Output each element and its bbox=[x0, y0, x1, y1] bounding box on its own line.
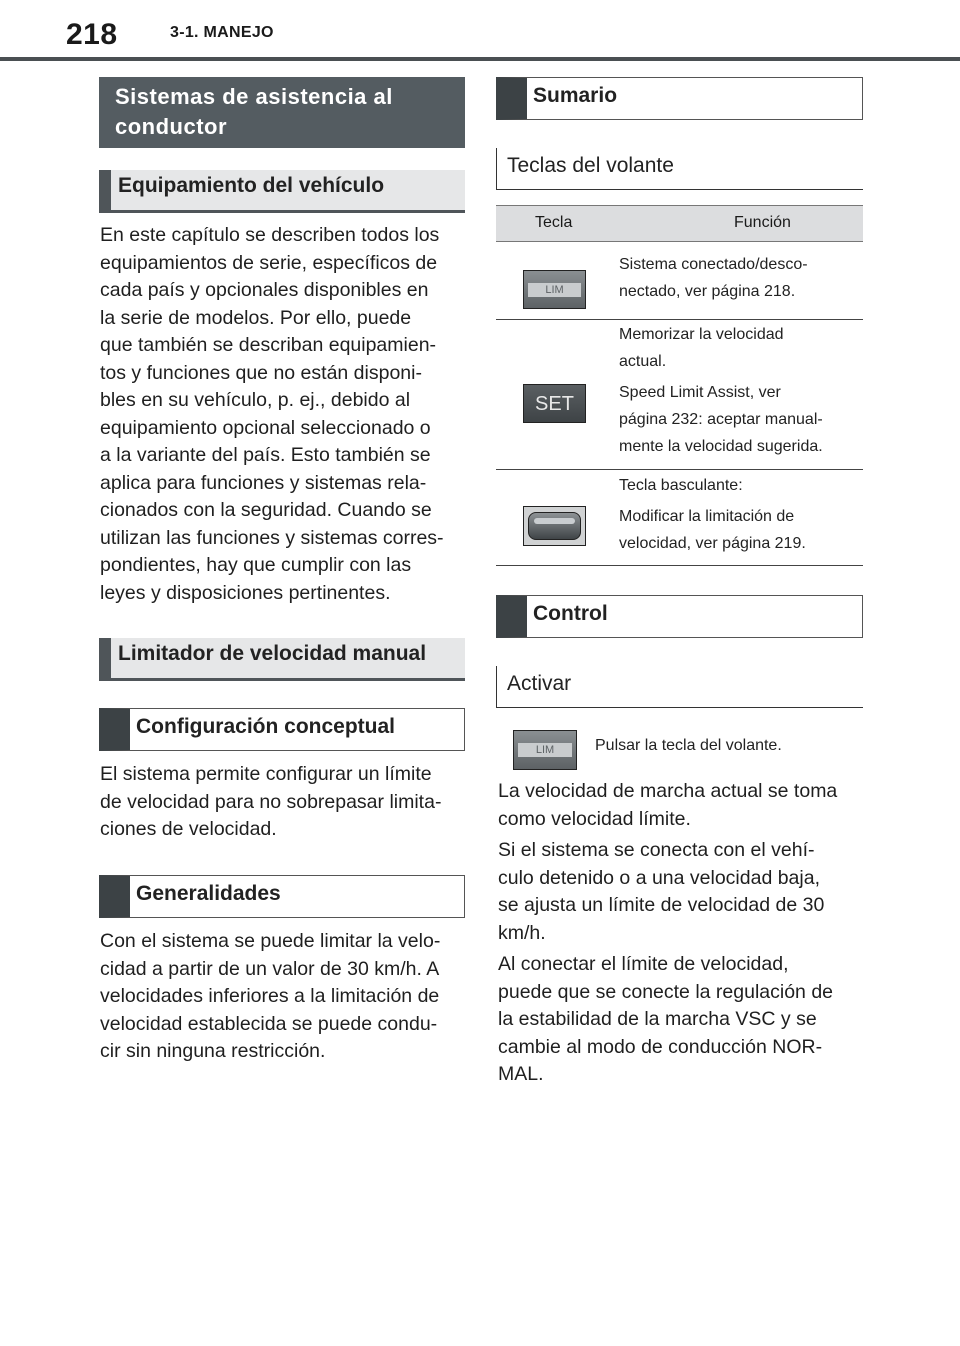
subheading-summary: Sumario bbox=[496, 77, 863, 120]
subheading-general: Generalidades bbox=[99, 875, 465, 918]
subheading-concept: Configuración conceptual bbox=[99, 708, 465, 751]
main-section-title: Sistemas de asistencia al conductor bbox=[99, 77, 465, 148]
set-key-icon: SET bbox=[523, 384, 586, 423]
column-header-key: Tecla bbox=[535, 214, 573, 231]
concept-paragraph: El sistema permite configurar un límite de velocidad para no sobrepasar limita- ciones de velocidad. bbox=[100, 763, 442, 840]
general-paragraph: Con el sistema se puede limitar la velo- cidad a partir de un valor de 30 km/h. A velocidades inferiores a la limitación de velocidad establecida se puede condu- cir sin ninguna restricción. bbox=[100, 930, 441, 1062]
section-heading-equipment: Equipamiento del vehículo bbox=[99, 170, 465, 213]
topic-steering-keys: Teclas del volante bbox=[496, 148, 863, 190]
row-lim-function: Sistema conectado/desco- nectado, ver página 218. bbox=[619, 256, 808, 300]
column-header-function: Función bbox=[734, 214, 791, 231]
rocker-switch-icon bbox=[523, 506, 586, 546]
table-row-divider bbox=[496, 319, 863, 320]
section-heading-speed-limiter: Limitador de velocidad manual bbox=[99, 638, 465, 681]
chapter-title: 3-1. MANEJO bbox=[170, 24, 274, 41]
table-row-divider bbox=[496, 469, 863, 470]
row-set-function: Memorizar la velocidad actual. Speed Limit Assist, ver página 232: aceptar manual- mente la velocidad sugerida. bbox=[619, 326, 823, 455]
table-header bbox=[496, 205, 863, 242]
control-paragraphs: La velocidad de marcha actual se toma como velocidad límite. Si el sistema se conecta con el vehí- culo detenido o a una velocidad baja, se ajusta un límite de velocidad de 30 km/h. Al conectar el límite de velocidad, puede que se conecte la regulación de la estabilidad de la marcha VSC y se cambie al modo de conducción NOR- MAL. bbox=[498, 780, 838, 1085]
lim-key-icon: LIM bbox=[523, 270, 586, 309]
table-bottom-rule bbox=[496, 565, 863, 566]
header-rule bbox=[0, 57, 960, 61]
equipment-paragraph: En este capítulo se describen todos los equipamientos de serie, específicos de cada país y opcionales disponibles en la serie de modelos. Por ello, puede que también se describan equipamien- tos y funciones que no están disponi- bles en su vehículo, p. ej., debido al equipamiento opcional seleccionado o a la variante del país. Esto también se aplica para funciones y sistemas rela- cionados con la seguridad. Cuando se utilizan las funciones y sistemas corres- pondientes, hay que cumplir con las leyes y disposiciones pertinentes. bbox=[100, 224, 444, 604]
topic-activate: Activar bbox=[496, 666, 863, 708]
subheading-control: Control bbox=[496, 595, 863, 638]
lim-key-icon: LIM bbox=[513, 730, 577, 770]
page-number: 218 bbox=[66, 18, 118, 51]
activate-instruction: Pulsar la tecla del volante. bbox=[595, 737, 782, 754]
row-rocker-function: Tecla basculante: Modificar la limitación de velocidad, ver página 219. bbox=[619, 477, 806, 552]
